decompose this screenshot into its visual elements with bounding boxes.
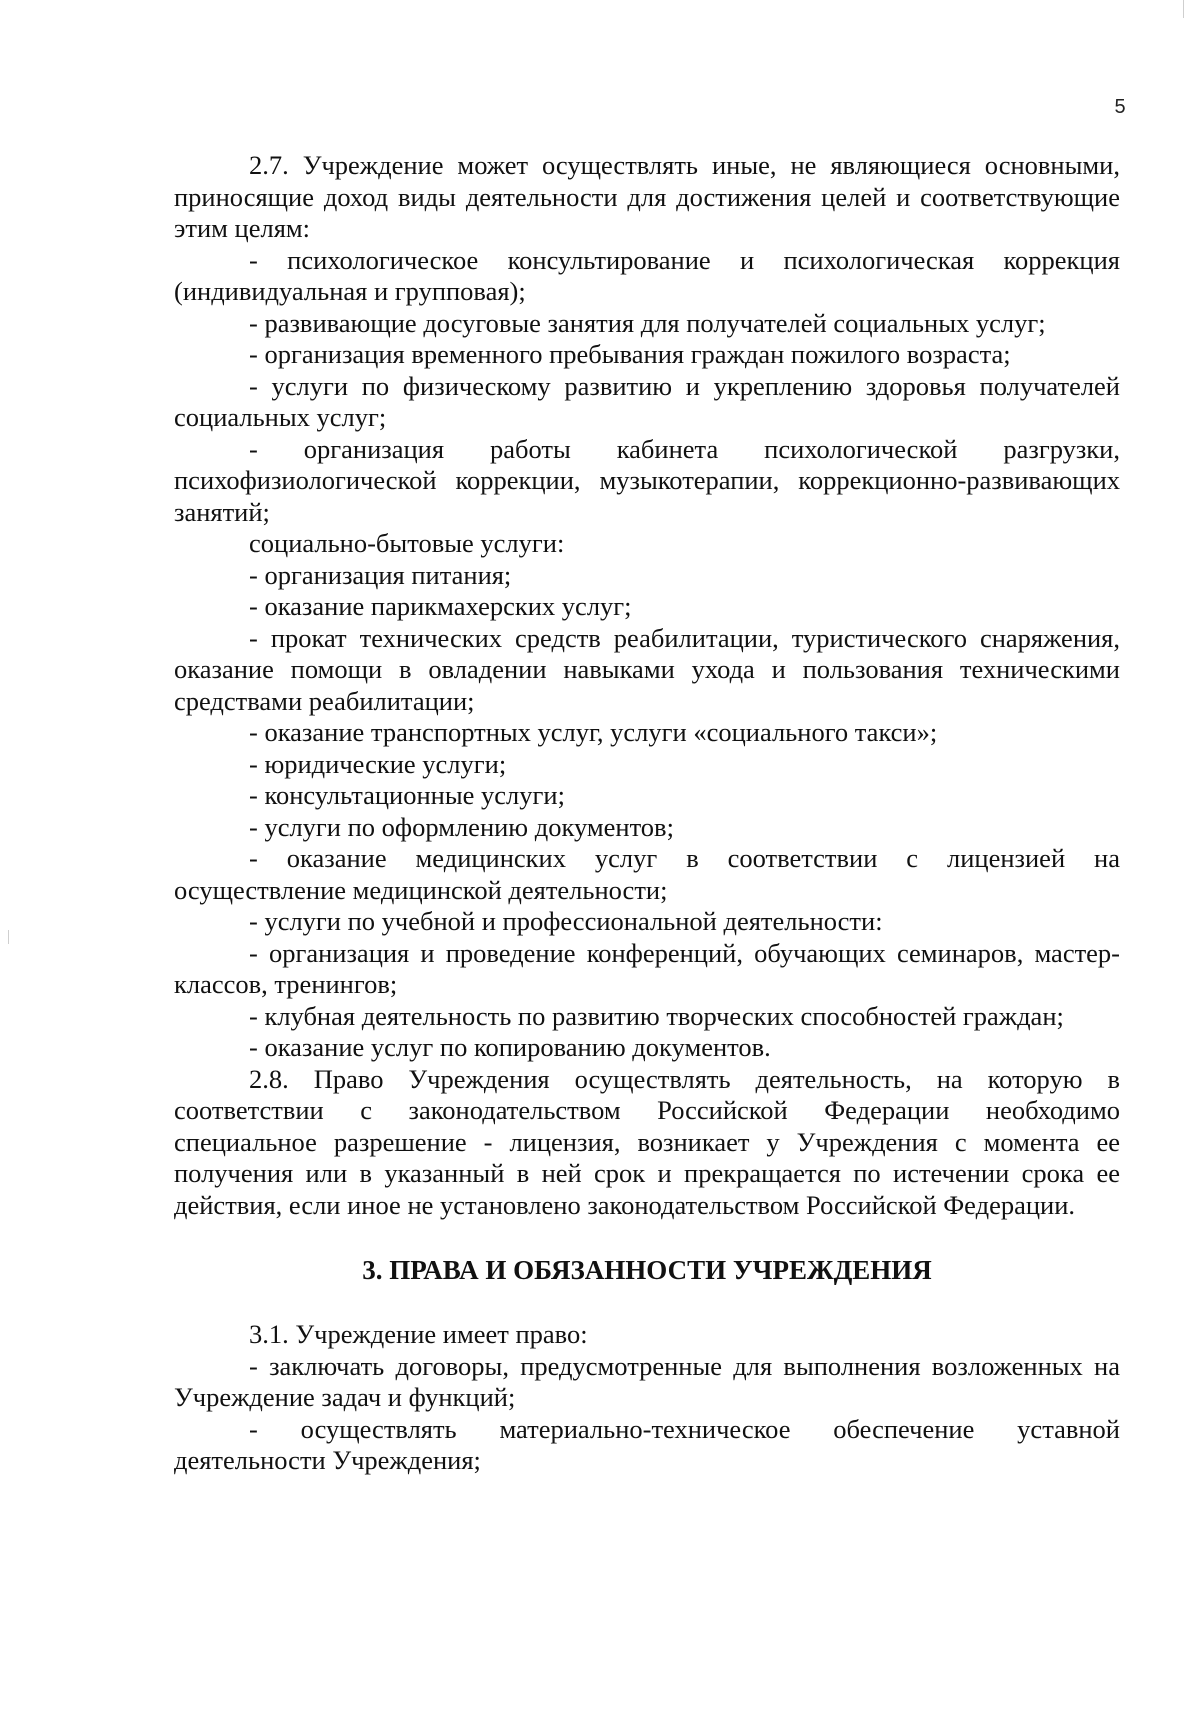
list-item: - консультационные услуги; [249,780,565,810]
list-item: - осуществлять материально-техническое обеспечение уставной деятельности Учреждения; [174,1413,1120,1475]
list-item: - оказание парикмахерских услуг; [249,591,632,621]
section-heading: 3. ПРАВА И ОБЯЗАННОСТИ УЧРЕЖДЕНИЯ [362,1255,932,1285]
list-item: - развивающие досуговые занятия для получателей социальных услуг; [249,307,1046,338]
list-item: - организация работы кабинета психологической разгрузки, психофизиологической коррекции, музыкотерапии, коррекционно-развивающих занятий; [174,433,1120,527]
paragraph-2-8: 2.8. Право Учреждения осуществлять деятельность, на которую в соответствии с законодательством Российской Федерации необходимо специальное разрешение - лицензия, возникает у Учреждения с момента ее получения или в указанный в ней срок и прекращается по истечении срока ее действия, если иное не установлено законодательством Российской Федерации. [174,1063,1120,1220]
list-item: - услуги по физическому развитию и укреплению здоровья получателей социальных услуг; [174,370,1120,432]
list-item: - услуги по оформлению документов; [249,811,674,842]
list-subheading: - услуги по учебной и профессиональной деятельности: [249,906,883,936]
list-item: - организация временного пребывания граждан пожилого возраста; [249,339,1011,369]
scan-edge-mark [8,930,9,944]
paragraph-3-1: 3.1. Учреждение имеет право: [249,1319,588,1349]
list-item: - прокат технических средств реабилитации, туристического снаряжения, оказание помощи в овладении навыками ухода и пользования техническими средствами реабилитации; [174,622,1120,716]
list-item: - заключать договоры, предусмотренные для выполнения возложенных на Учреждение задач и функций; [174,1350,1120,1412]
paragraph-2-7: 2.7. Учреждение может осуществлять иные, не являющиеся основными, приносящие доход виды деятельности для достижения целей и соответствующие этим целям: [174,150,1120,243]
list-item: - организация и проведение конференций, обучающих семинаров, мастер-классов, тренингов; [174,937,1120,999]
document-body [174,150,1120,1477]
list-item: - юридические услуги; [249,748,507,779]
list-item: - оказание транспортных услуг, услуги «социального такси»; [249,717,938,747]
list-item: - оказание услуг по копированию документов. [249,1032,771,1062]
list-item: - психологическое консультирование и психологическая коррекция (индивидуальная и групповая); [174,244,1120,306]
list-subheading: социально-бытовые услуги: [249,528,565,558]
list-item: - организация питания; [249,559,512,590]
page-number: 5 [1114,96,1126,118]
scan-edge-mark [1183,0,1184,18]
list-item: - клубная деятельность по развитию творческих способностей граждан; [249,1000,1064,1031]
list-item: - оказание медицинских услуг в соответствии с лицензией на осуществление медицинской деятельности; [174,843,1120,905]
